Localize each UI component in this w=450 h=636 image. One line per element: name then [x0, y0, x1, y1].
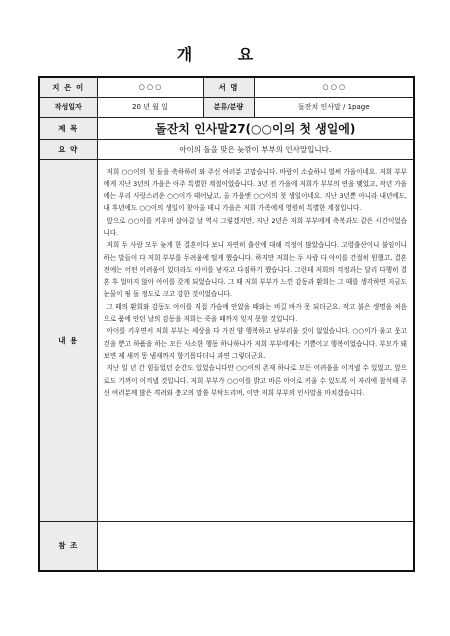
content-body — [98, 160, 414, 406]
subject-value: 돌잔치 인사말27(○○이의 첫 생일에) — [97, 117, 414, 139]
content-paragraph: 앞으로 ○○이를 키우며 살아갈 날 역시 그렇겠지만, 지난 2년은 저희 부부에게 축복과도 같은 시간이었습니다. — [103, 216, 407, 237]
author-label: 지 은 이 — [39, 77, 97, 97]
date-value: 20 년 월 일 — [97, 97, 203, 117]
content-label: 내 용 — [39, 159, 97, 521]
date-label: 작성일자 — [39, 97, 97, 117]
content-paragraph: 지난 일 년 간 힘들었던 순간도 있었습니다만 ○○이의 존재 하나로 모든 어려움을 이겨낼 수 있었고, 앞으로도 기꺼이 이겨낼 것입니다. 저희 부부가 ○○이를 밝고 바른 아이로 키울 수 있도록 이 자리에 참석해 주신 여러분께 많은 격려와 충고의 말씀 부탁드리며, 이만 저희 부부의 인사말을 마치겠습니다. — [103, 364, 407, 397]
content-paragraph: 저희 두 사람 모두 늦게 한 결혼이다 보니 자연히 출산에 대해 걱정이 많았습니다. 고령출산이니 불임이니 하는 말들이 다 저희 부부를 두려움에 떨게 했습니다. 하지만 저희는 두 사람 다 아이를 간절히 원했고, 결혼 전에는 어떤 어려움이 있더라도 아이를 낳자고 다짐하기 했습니다. 그런데 저희의 걱정과는 달리 다행히 결혼 후 얼마지 않아 아이를 갖게 되었습니다. 그 때 저희 부부가 느낀 감동과 환희는 그 때를 생각하면 지금도 눈물이 핑 돌 정도로 크고 강한 것이었습니다. — [103, 241, 407, 299]
summary-label: 요 약 — [39, 139, 97, 159]
content-paragraph: 아이를 키우면서 저희 부부는 세상을 다 가진 양 행복하고 남부러울 것이 없었습니다. ○○이가 울고 웃고 걷을 뿐고 하품을 하는 모든 사소한 행동 하나하나가 저희 부부에게는 기쁨이고 행복이었습니다. 부모가 돼보면 제 새끼 똥 냄새까지 향기롭다더니 과연 그렇더군요. — [103, 327, 407, 360]
content-paragraph: 저희 ○○이의 첫 돌을 축하하러 와 주신 여러분 고맙습니다. 바람이 소슬하니 벌써 가을이네요. 저희 부부에게 지난 3년의 가을은 아주 특별한 계절이었습니다. 3년 전 가을에 저희가 부부의 연을 맺었고, 작년 가을에는 우리 사랑스러운 ○○이가 태어났고, 올 가을엔 ○○이의 첫 생일이네요. 지난 3년뿐 아니라 내년에도, 내 후년에도 ○○이의 생일이 찾아올 테니 가을은 저희 가족에게 영원히 특별한 계절입니다. — [103, 167, 407, 213]
reference-label: 참 조 — [39, 521, 97, 571]
author-value: ○ ○ ○ — [97, 77, 203, 97]
subject-label: 제 목 — [39, 117, 97, 139]
reference-value — [97, 521, 414, 571]
category-label: 분류/분량 — [203, 97, 254, 117]
summary-form-table — [38, 76, 415, 572]
writer-value: ○ ○ ○ — [254, 77, 414, 97]
content-cell — [97, 159, 414, 521]
page-title: 개 요 — [176, 45, 274, 64]
writer-label: 서 명 — [203, 77, 254, 97]
summary-value: 아이의 돌을 맞은 늦깎이 부부의 인사말입니다. — [97, 139, 414, 159]
content-paragraph: 그 때의 환희와 감동도 아이를 직접 가슴에 안았을 때와는 비길 바가 못 되더군요. 작고 붉은 생명을 처음으로 품에 안던 날의 감동을 저희는 죽을 때까지 잊지 못할 것입니다. — [103, 302, 407, 324]
category-value: 돌잔치 인사말 / 1page — [254, 97, 414, 117]
